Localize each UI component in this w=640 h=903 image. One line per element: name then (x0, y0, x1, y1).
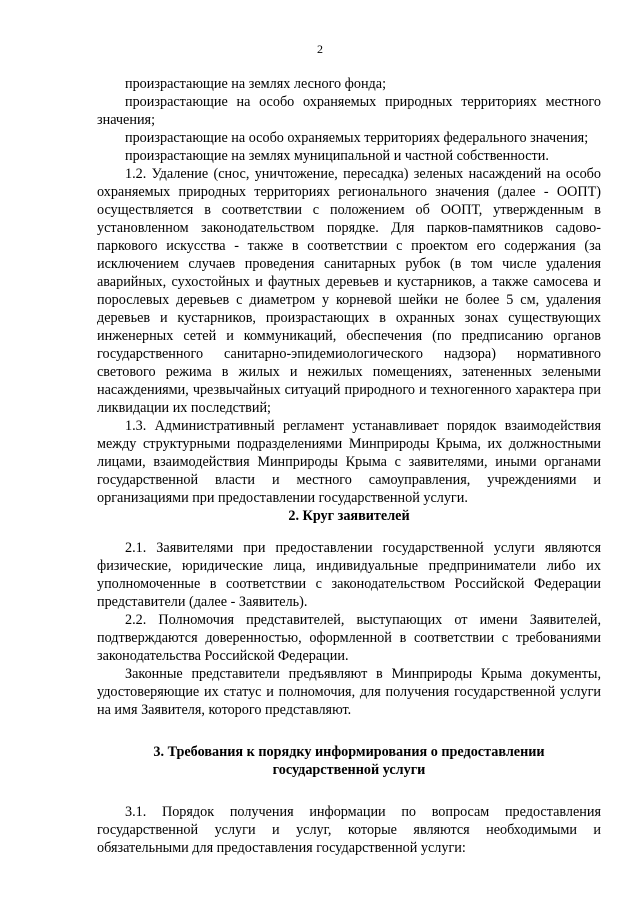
paragraph-forest-fund: произрастающие на землях лесного фонда; (125, 76, 387, 92)
paragraph-1-2: 1.2. Удаление (снос, уничтожение, пересадка) зеленых насаждений на особо охраняемых природных территориях регионального значения (далее - ООПТ) осуществляется в соответствии с положением об ООПТ, утвержденным в установленном законодательством порядке. Для парков-памятников садово-паркового искусства - также в соответствии с проектом его содержания (за исключением случаев проведения санитарных рубок (в том числе удаления аварийных, сухостойных и фаутных деревьев и кустарников, а также самосева и порослевых деревьев с диаметром у корневой шейки не более 5 см, удаления деревьев и кустарников, произрастающих в охранных зонах существующих инженерных сетей и коммуникаций, обеспечения (по предписанию органов государственного санитарно-эпидемиологического надзора) нормативного светового режима в жилых и нежилых помещениях, затененных зелеными насаждениями, чрезвычайных ситуаций природного и техногенного характера при ликвидации их последствий; (97, 166, 601, 416)
section-3-heading-line1: 3. Требования к порядку информирования о предоставлении (153, 744, 545, 760)
paragraph-2-1: 2.1. Заявителями при предоставлении государственной услуги являются физические, юридические лица, индивидуальные предприниматели либо их уполномоченные в соответствии с законодательством Российской Федерации представители (далее - Заявитель). (97, 540, 601, 610)
section-3-heading-line2: государственной услуги (272, 762, 426, 778)
paragraph-municipal-private: произрастающие на землях муниципальной и частной собственности. (125, 148, 549, 164)
page-number: 2 (317, 42, 323, 56)
paragraph-local-protected: произрастающие на особо охраняемых природных территориях местного значения; (97, 94, 601, 128)
paragraph-federal-protected: произрастающие на особо охраняемых территориях федерального значения; (125, 130, 589, 146)
paragraph-legal-representatives: Законные представители предъявляют в Минприроды Крыма документы, удостоверяющие их статус и полномочия, для получения государственной услуги на имя Заявителя, которого представляют. (97, 666, 601, 718)
paragraph-2-2: 2.2. Полномочия представителей, выступающих от имени Заявителей, подтверждаются доверенностью, оформленной в соответствии с требованиями законодательства Российской Федерации. (97, 612, 601, 664)
document-body (97, 75, 601, 857)
section-2-heading: 2. Круг заявителей (288, 508, 410, 524)
paragraph-1-3: 1.3. Административный регламент устанавливает порядок взаимодействия между структурными подразделениями Минприроды Крыма, их должностными лицами, взаимодействия Минприроды Крыма с заявителями, иными органами государственной власти и местного самоуправления, учреждениями и организациями при предоставлении государственной услуги. (97, 418, 601, 506)
paragraph-3-1: 3.1. Порядок получения информации по вопросам предоставления государственной услуги и услуг, которые являются необходимыми и обязательными для предоставления государственной услуги: (97, 804, 601, 856)
